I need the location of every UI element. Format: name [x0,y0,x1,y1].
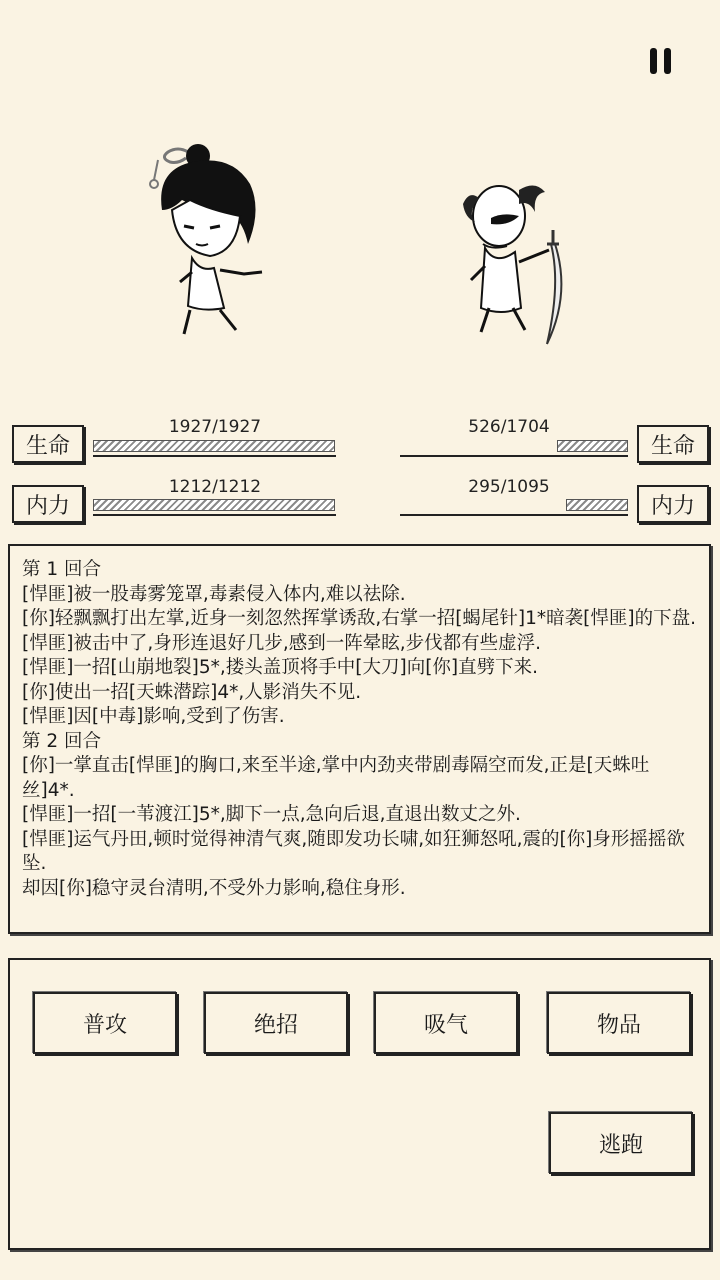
player-mp-text: 1212/1212 [168,477,262,497]
battle-log[interactable] [8,544,711,934]
log-line: [悍匪]因[中毒]影响,受到了伤害. [22,706,285,727]
enemy-mp-bar [566,499,628,511]
items-button[interactable]: 物品 [547,992,691,1054]
enemy-mp-bar-line [400,514,628,516]
pause-icon[interactable] [646,46,676,76]
enemy-hp-bar [557,440,628,452]
log-line: [你]轻飘飘打出左掌,近身一刻忽然挥掌诱敌,右掌一招[蝎尾针]1*暗袭[悍匪]的下盘. [22,608,696,629]
attack-button[interactable]: 普攻 [33,992,177,1054]
enemy-character [455,170,585,350]
player-character [140,140,280,340]
log-line: 第 1 回合 [22,559,102,580]
enemy-mp-label: 内力 [637,485,709,523]
log-line: [悍匪]一招[山崩地裂]5*,搂头盖顶将手中[大刀]向[你]直劈下来. [22,657,539,678]
log-line: 第 2 回合 [22,730,102,752]
log-line: [你]一掌直击[悍匪]的胸口,来至半途,掌中内劲夹带剧毒隔空而发,正是[天蛛吐丝]4*. [22,755,650,801]
log-line: [悍匪]运气丹田,顿时觉得神清气爽,随即发功长啸,如狂狮怒吼,震的[你]身形摇摇欲坠. [22,828,685,874]
action-panel [8,958,711,1250]
player-hp-text: 1927/1927 [168,417,262,437]
enemy-mp-text: 295/1095 [468,477,550,497]
log-line: [悍匪]被击中了,身形连退好几步,感到一阵晕眩,步伐都有些虚浮. [22,632,541,654]
enemy-hp-label: 生命 [637,425,709,463]
player-mp-bar-line [93,514,336,516]
flee-button[interactable]: 逃跑 [549,1112,693,1174]
breathe-button[interactable]: 吸气 [374,992,518,1054]
log-line: [悍匪]一招[一苇渡江]5*,脚下一点,急向后退,直退出数丈之外. [22,804,521,825]
player-hp-bar [93,440,335,452]
log-line: [悍匪]被一股毒雾笼罩,毒素侵入体内,难以祛除. [22,583,406,605]
player-hp-bar-line [93,455,336,457]
log-line: 却因[你]稳守灵台清明,不受外力影响,稳住身形. [22,877,406,899]
player-hp-label: 生命 [12,425,84,463]
ultimate-button[interactable]: 绝招 [204,992,348,1054]
log-line: [你]使出一招[天蛛潜踪]4*,人影消失不见. [22,681,362,703]
player-mp-label: 内力 [12,485,84,523]
player-mp-bar [93,499,335,511]
enemy-hp-bar-line [400,455,628,457]
enemy-hp-text: 526/1704 [468,417,550,437]
